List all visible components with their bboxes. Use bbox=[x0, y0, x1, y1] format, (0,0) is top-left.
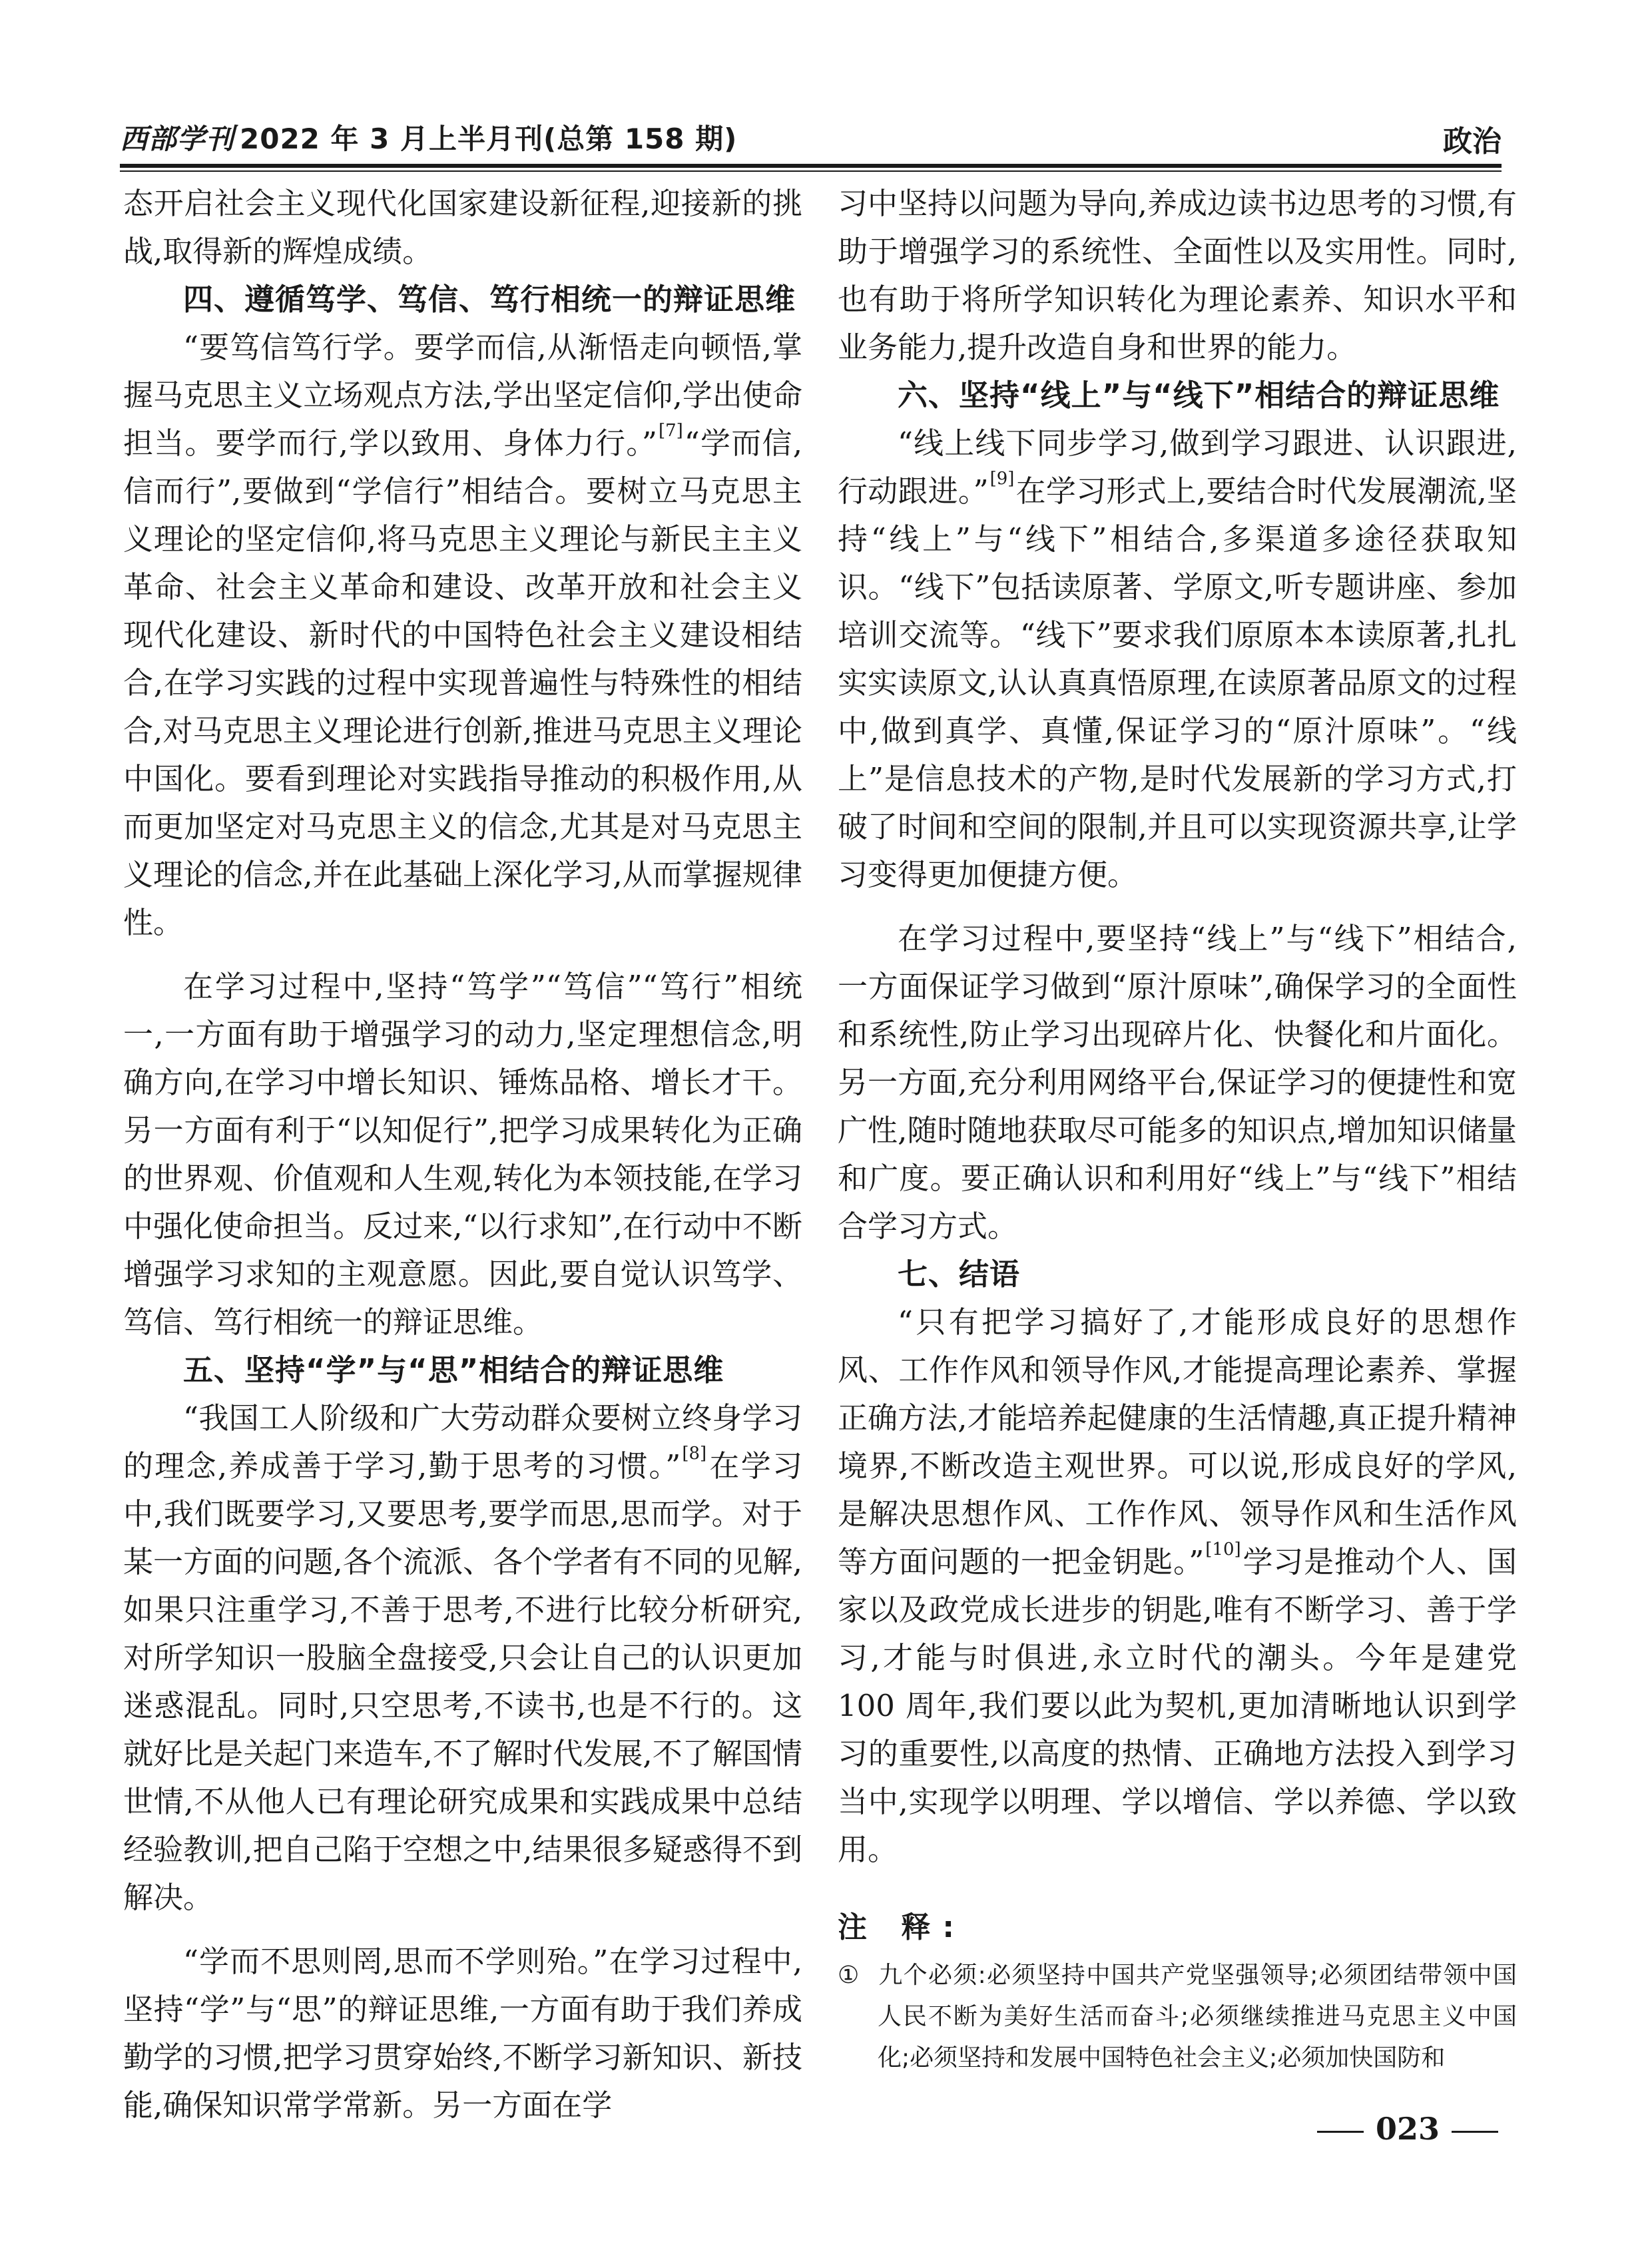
paragraph-gap bbox=[123, 1922, 802, 1938]
section-heading-4: 四、遵循笃学、笃信、笃行相统一的辩证思维 bbox=[183, 282, 796, 317]
citation-ref: [10] bbox=[1205, 1540, 1241, 1559]
section-heading-7: 七、结语 bbox=[898, 1257, 1021, 1292]
paragraph bbox=[123, 324, 802, 947]
quote-text: “我国工人阶级和广大劳动群众要树立终身学习的理念,养成善于学习,勤于思考的习惯。” bbox=[123, 1400, 802, 1484]
paragraph: “学而不思则罔,思而不学则殆。”在学习过程中,坚持“学”与“思”的辩证思维,一方面有助于我们养成勤学的习惯,把学习贯穿始终,不断学习新知识、新技能,确保知识常学常新。另一方面在学 bbox=[123, 1944, 802, 2123]
paragraph bbox=[123, 1394, 802, 1922]
header-rule-thin bbox=[120, 170, 1502, 172]
dash-right bbox=[1452, 2131, 1498, 2133]
section-label: 政治 bbox=[1443, 125, 1502, 158]
paragraph-gap bbox=[838, 899, 1517, 915]
citation-ref: [9] bbox=[989, 469, 1015, 489]
paragraph bbox=[838, 1298, 1517, 1874]
journal-masthead bbox=[120, 117, 737, 157]
left-column bbox=[123, 180, 802, 2129]
paragraph-text: 在学习中,我们既要学习,又要思考,要学而思,思而学。对于某一方面的问题,各个流派、各个学者有不同的见解,如果只注重学习,不善于思考,不进行比较分析研究,对所学知识一股脑全盘接受,只会让自己的认识更加迷惑混乱。同时,只空思考,不读书,也是不行的。这就好比是关起门来造车,不了解时代发展,不了解国情世情,不从他人已有理论研究成果和实践成果中总结经验教训,把自己陷于空想之中,结果很多疑惑得不到解决。 bbox=[123, 1448, 802, 1915]
quote-text: “只有把学习搞好了,才能形成良好的思想作风、工作作风和领导作风,才能提高理论素养、掌握正确方法,才能培养起健康的生活情趣,真正提升精神境界,不断改造主观世界。可以说,形成良好的学风,是解决思想作风、工作作风、领导作风和生活作风等方面问题的一把金钥匙。” bbox=[838, 1304, 1517, 1579]
section-heading-5: 五、坚持“学”与“思”相结合的辩证思维 bbox=[183, 1352, 724, 1388]
paragraph-gap bbox=[123, 947, 802, 963]
paragraph: 态开启社会主义现代化国家建设新征程,迎接新的挑战,取得新的辉煌成绩。 bbox=[123, 186, 802, 269]
quote-text: “要笃信笃行学。要学而信,从渐悟走向顿悟,掌握马克思主义立场观点方法,学出坚定信仰,学出使命担当。要学而行,学以致用、身体力行。” bbox=[123, 330, 802, 461]
paragraph: 在学习过程中,要坚持“线上”与“线下”相结合,一方面保证学习做到“原汁原味”,确保学习的全面性和系统性,防止学习出现碎片化、快餐化和片面化。另一方面,充分利用网络平台,保证学习的便捷性和宽广性,随时随地获取尽可能多的知识点,增加知识储量和广度。要正确认识和利用好“线上”与“线下”相结合学习方式。 bbox=[838, 921, 1517, 1244]
notes-title: 注 释: bbox=[838, 1910, 966, 1944]
section-heading-6: 六、坚持“线上”与“线下”相结合的辩证思维 bbox=[898, 378, 1500, 413]
paragraph-text: 在学习形式上,要结合时代发展潮流,坚持“线上”与“线下”相结合,多渠道多途径获取知识。“线下”包括读原著、学原文,听专题讲座、参加培训交流等。“线下”要求我们原原本本读原著,扎扎实实读原文,认认真真悟原理,在读原著品原文的过程中,做到真学、真懂,保证学习的“原汁原味”。“线上”是信息技术的产物,是时代发展新的学习方式,打破了时间和空间的限制,并且可以实现资源共享,让学习变得更加便捷方便。 bbox=[838, 473, 1517, 892]
paragraph bbox=[838, 420, 1517, 899]
note-marker: ① bbox=[838, 1962, 860, 1989]
right-column bbox=[838, 180, 1517, 1874]
note-text: 九个必须:必须坚持中国共产党坚强领导;必须团结带领中国人民不断为美好生活而奋斗;必须继续推进马克思主义中国化;必须坚持和发展中国特色社会主义;必须加快国防和 bbox=[878, 1962, 1517, 2072]
quote-text: “线上线下同步学习,做到学习跟进、认识跟进,行动跟进。” bbox=[838, 425, 1517, 509]
paragraph: 在学习过程中,坚持“笃学”“笃信”“笃行”相统一,一方面有助于增强学习的动力,坚定理想信念,明确方向,在学习中增长知识、锤炼品格、增长才干。另一方面有利于“以知促行”,把学习成果转化为正确的世界观、价值观和人生观,转化为本领技能,在学习中强化使命担当。反过来,“以行求知”,在行动中不断增强学习求知的主观意愿。因此,要自觉认识笃学、笃信、笃行相统一的辩证思维。 bbox=[123, 969, 802, 1340]
journal-name: 西部学刊 bbox=[120, 123, 235, 155]
notes-section bbox=[838, 1904, 1517, 2079]
paragraph-text: “学而信,信而行”,要做到“学信行”相结合。要树立马克思主义理论的坚定信仰,将马克思主义理论与新民主主义革命、社会主义革命和建设、改革开放和社会主义现代化建设、新时代的中国特色社会主义建设相结合,在学习实践的过程中实现普遍性与特殊性的相结合,对马克思主义理论进行创新,推进马克思主义理论中国化。要看到理论对实践指导推动的积极作用,从而更加坚定对马克思主义的信念,尤其是对马克思主义理论的信念,并在此基础上深化学习,从而掌握规律性。 bbox=[123, 425, 803, 940]
page-number-footer bbox=[1305, 2111, 1510, 2147]
issue-info: 2022 年 3 月上半月刊(总第 158 期) bbox=[240, 123, 738, 155]
header-rule-thick bbox=[120, 164, 1502, 168]
paragraph-text: 学习是推动个人、国家以及政党成长进步的钥匙,唯有不断学习、善于学习,才能与时俱进,永立时代的潮头。今年是建党 100 周年,我们要以此为契机,更加清晰地认识到学习的重要性,以高度的热情、正确地方法投入到学习当中,实现学以明理、学以增信、学以养德、学以致用。 bbox=[838, 1544, 1517, 1867]
dash-left bbox=[1317, 2131, 1364, 2133]
citation-ref: [7] bbox=[658, 421, 683, 441]
page-number: 023 bbox=[1376, 2111, 1440, 2147]
paragraph: 习中坚持以问题为导向,养成边读书边思考的习惯,有助于增强学习的系统性、全面性以及实用性。同时,也有助于将所学知识转化为理论素养、知识水平和业务能力,提升改造自身和世界的能力。 bbox=[838, 186, 1517, 365]
running-header bbox=[120, 112, 1502, 165]
note-item bbox=[838, 1955, 1517, 2079]
citation-ref: [8] bbox=[682, 1444, 707, 1464]
